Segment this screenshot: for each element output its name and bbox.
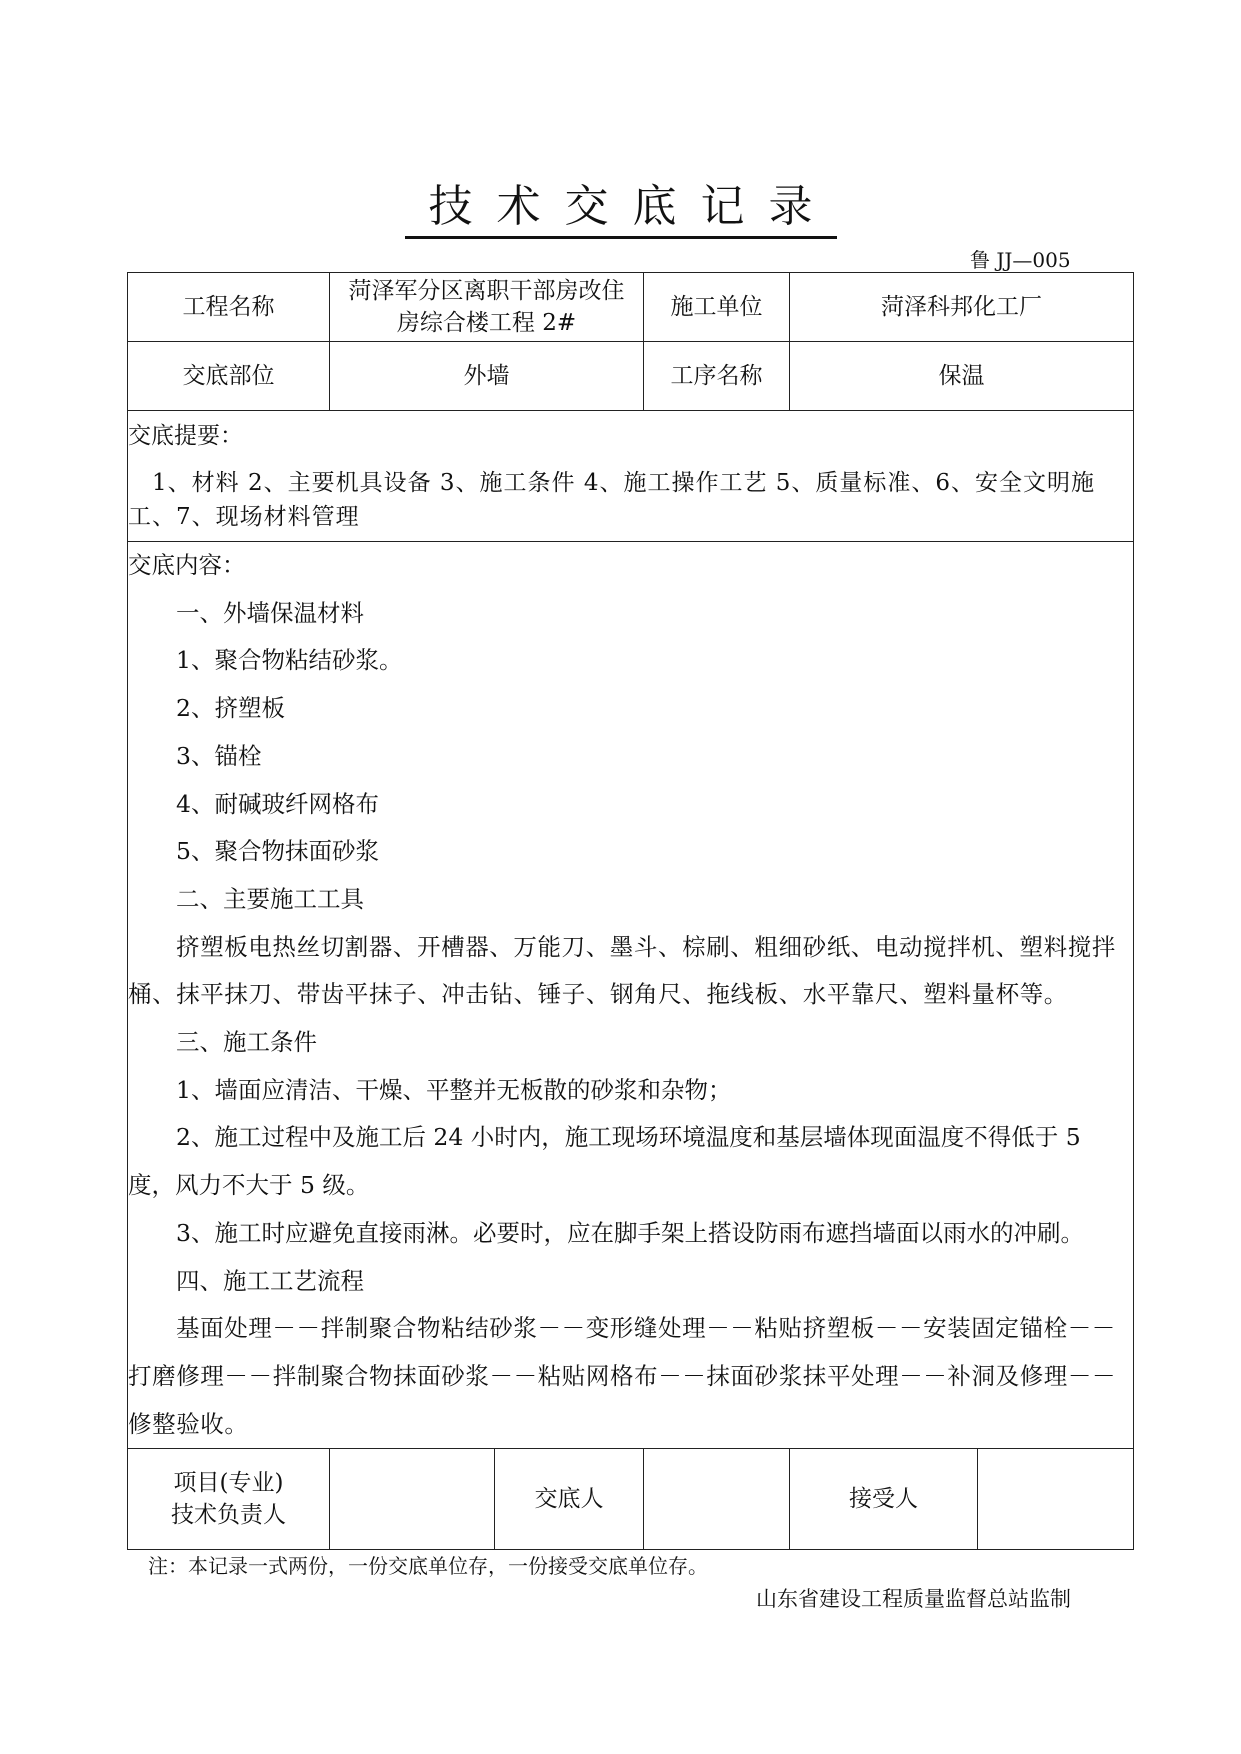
summary-row	[128, 411, 1134, 542]
document-title-wrap	[0, 178, 1241, 239]
document-title: 技术交底记录	[405, 178, 837, 239]
content-line: 二、主要施工工具	[176, 884, 364, 913]
construction-unit-value: 菏泽科邦化工厂	[790, 273, 1134, 342]
tech-lead-label	[128, 1449, 330, 1550]
content-line: 3、施工时应避免直接雨淋。必要时，应在脚手架上搭设防雨布遮挡墙面以雨水的冲刷。	[176, 1218, 1084, 1247]
disclosure-table	[127, 272, 1134, 1550]
receiver-label: 接受人	[790, 1449, 978, 1550]
content-line: 三、施工条件	[176, 1028, 317, 1057]
content-line: 3、锚栓	[176, 741, 262, 770]
disclosure-part-value: 外墙	[330, 342, 644, 411]
issuer-footer: 山东省建设工程质量监督总站监制	[756, 1587, 1071, 1611]
content-row	[128, 542, 1134, 1449]
content-line: 四、施工工艺流程	[176, 1266, 364, 1295]
discloser-signature-field[interactable]	[644, 1449, 790, 1550]
process-name-value: 保温	[790, 342, 1134, 411]
process-name-label: 工序名称	[644, 342, 790, 411]
content-line: 4、耐碱玻纤网格布	[176, 789, 379, 818]
project-row	[128, 273, 1134, 342]
document-number: 鲁 JJ—005	[970, 248, 1071, 272]
disclosure-part-label: 交底部位	[128, 342, 330, 411]
content-line: 1、聚合物粘结砂浆。	[176, 646, 403, 675]
tech-lead-label-line2: 技术负责人	[171, 1502, 286, 1529]
discloser-label: 交底人	[495, 1449, 644, 1550]
tech-lead-label-line1: 项目(专业)	[173, 1470, 284, 1497]
project-name-value: 菏泽军分区离职干部房改住房综合楼工程 2#	[330, 273, 644, 342]
tech-lead-signature-field[interactable]	[330, 1449, 495, 1550]
content-line: 5、聚合物抹面砂浆	[176, 837, 379, 866]
summary-text: 1、材料 2、主要机具设备 3、施工条件 4、施工操作工艺 5、质量标准、6、安全文明施工、7、现场材料管理	[128, 470, 1096, 530]
receiver-signature-field[interactable]	[978, 1449, 1134, 1550]
footnote: 注：本记录一式两份，一份交底单位存，一份接受交底单位存。	[148, 1554, 708, 1578]
content-line: 1、墙面应清洁、干燥、平整并无板散的砂浆和杂物；	[176, 1075, 732, 1104]
content-line: 2、挤塑板	[176, 694, 285, 723]
content-line: 2、施工过程中及施工后 24 小时内，施工现场环境温度和基层墙体现面温度不得低于 5 度，风力不大于 5 级。	[128, 1123, 1081, 1200]
content-cell	[128, 542, 1134, 1449]
content-line: 一、外墙保温材料	[176, 598, 364, 627]
content-label: 交底内容：	[128, 551, 246, 579]
summary-cell	[128, 411, 1134, 542]
content-line: 基面处理－－拌制聚合物粘结砂浆－－变形缝处理－－粘贴挤塑板－－安装固定锚栓－－打磨修理－－拌制聚合物抹面砂浆－－粘贴网格布－－抹面砂浆抹平处理－－补洞及修理－－修整验收。	[128, 1314, 1117, 1438]
signature-row	[128, 1449, 1134, 1550]
project-name-label: 工程名称	[128, 273, 330, 342]
summary-label: 交底提要：	[128, 423, 243, 449]
construction-unit-label: 施工单位	[644, 273, 790, 342]
part-row	[128, 342, 1134, 411]
content-line: 挤塑板电热丝切割器、开槽器、万能刀、墨斗、棕刷、粗细砂纸、电动搅拌机、塑料搅拌桶、抹平抹刀、带齿平抹子、冲击钻、锤子、钢角尺、拖线板、水平靠尺、塑料量杯等。	[128, 932, 1116, 1009]
